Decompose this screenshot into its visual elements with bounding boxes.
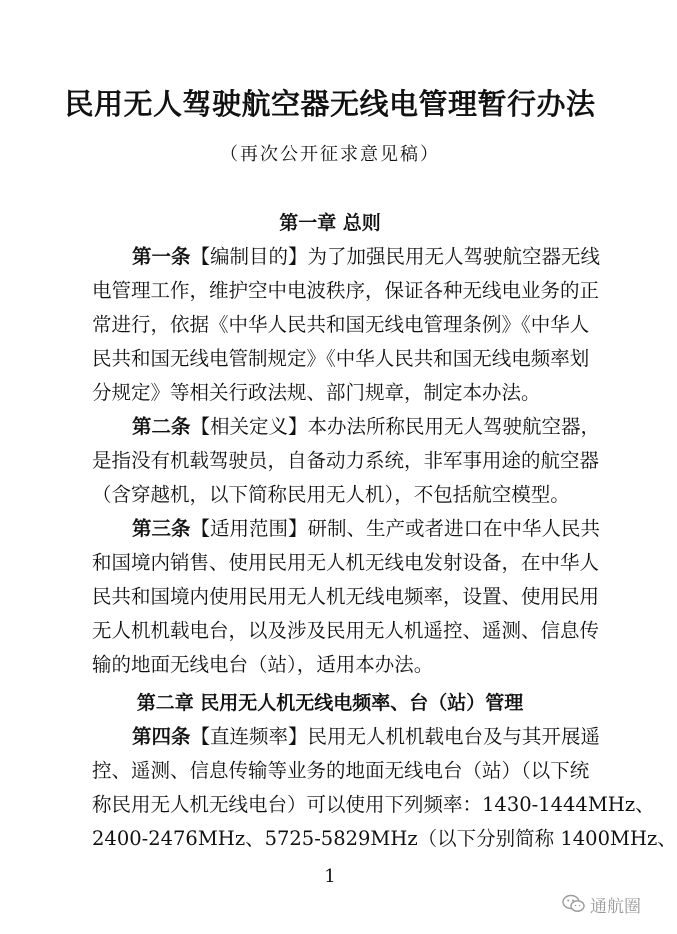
article-2-first-line <box>132 412 601 442</box>
article-4-head: 第四条 <box>132 725 191 748</box>
article-4-line: 称民用无人机无线电台）可以使用下列频率：1430-1444MHz、 <box>92 793 655 816</box>
article-1-text: 为了加强民用无人驾驶航空器无线 <box>307 245 601 268</box>
article-1-tag: 【编制目的】 <box>190 245 308 268</box>
article-3-line: 和国境内销售、使用民用无人机无线电发射设备，在中华人 <box>92 551 600 574</box>
article-3-text: 研制、生产或者进口在中华人民共 <box>307 517 601 540</box>
article-1-line: 电管理工作，维护空中电波秩序，保证各种无线电业务的正 <box>92 279 600 302</box>
document-title: 民用无人驾驶航空器无线电管理暂行办法 <box>64 87 596 121</box>
article-2-text: 本办法所称民用无人驾驶航空器， <box>307 415 601 438</box>
article-1-head: 第一条 <box>132 245 191 268</box>
article-4-first-line <box>132 722 601 752</box>
article-3-tag: 【适用范围】 <box>190 517 308 540</box>
article-4-tag: 【直连频率】 <box>190 725 308 748</box>
article-1-line: 分规定》等相关行政法规、部门规章，制定本办法。 <box>92 381 541 404</box>
article-3-first-line <box>132 514 601 544</box>
chapter-2-heading: 第二章 民用无人机无线电频率、台（站）管理 <box>136 692 524 714</box>
watermark <box>562 891 641 917</box>
page-number: 1 <box>324 866 336 887</box>
article-3-line: 民共和国境内使用民用无人机无线电频率，设置、使用民用 <box>92 585 600 608</box>
article-1-first-line <box>132 242 601 272</box>
article-4-line: 2400-2476MHz、5725-5829MHz（以下分别简称 1400MHz、 <box>92 827 677 850</box>
chapter-1-heading: 第一章 总则 <box>279 212 381 234</box>
document-subtitle: （再次公开征求意见稿） <box>220 144 440 165</box>
article-1-line: 民共和国无线电管制规定》《中华人民共和国无线电频率划 <box>92 347 590 370</box>
article-3-line: 输的地面无线电台（站），适用本办法。 <box>92 653 434 676</box>
article-2-head: 第二条 <box>132 415 191 438</box>
article-2-line: 是指没有机载驾驶员，自备动力系统，非军事用途的航空器 <box>92 449 600 472</box>
article-1-line: 常进行，依据《中华人民共和国无线电管理条例》《中华人 <box>92 313 590 336</box>
article-4-line: 控、遥测、信息传输等业务的地面无线电台（站）（以下统 <box>92 759 590 782</box>
article-3-head: 第三条 <box>132 517 191 540</box>
article-2-line: （含穿越机，以下简称民用无人机），不包括航空模型。 <box>92 483 570 506</box>
watermark-text: 通航圈 <box>590 896 641 917</box>
article-3-line: 无人机机载电台，以及涉及民用无人机遥控、遥测、信息传 <box>92 619 600 642</box>
wechat-icon <box>562 894 586 914</box>
article-4-text: 民用无人机机载电台及与其开展遥 <box>307 725 601 748</box>
article-2-tag: 【相关定义】 <box>190 415 308 438</box>
